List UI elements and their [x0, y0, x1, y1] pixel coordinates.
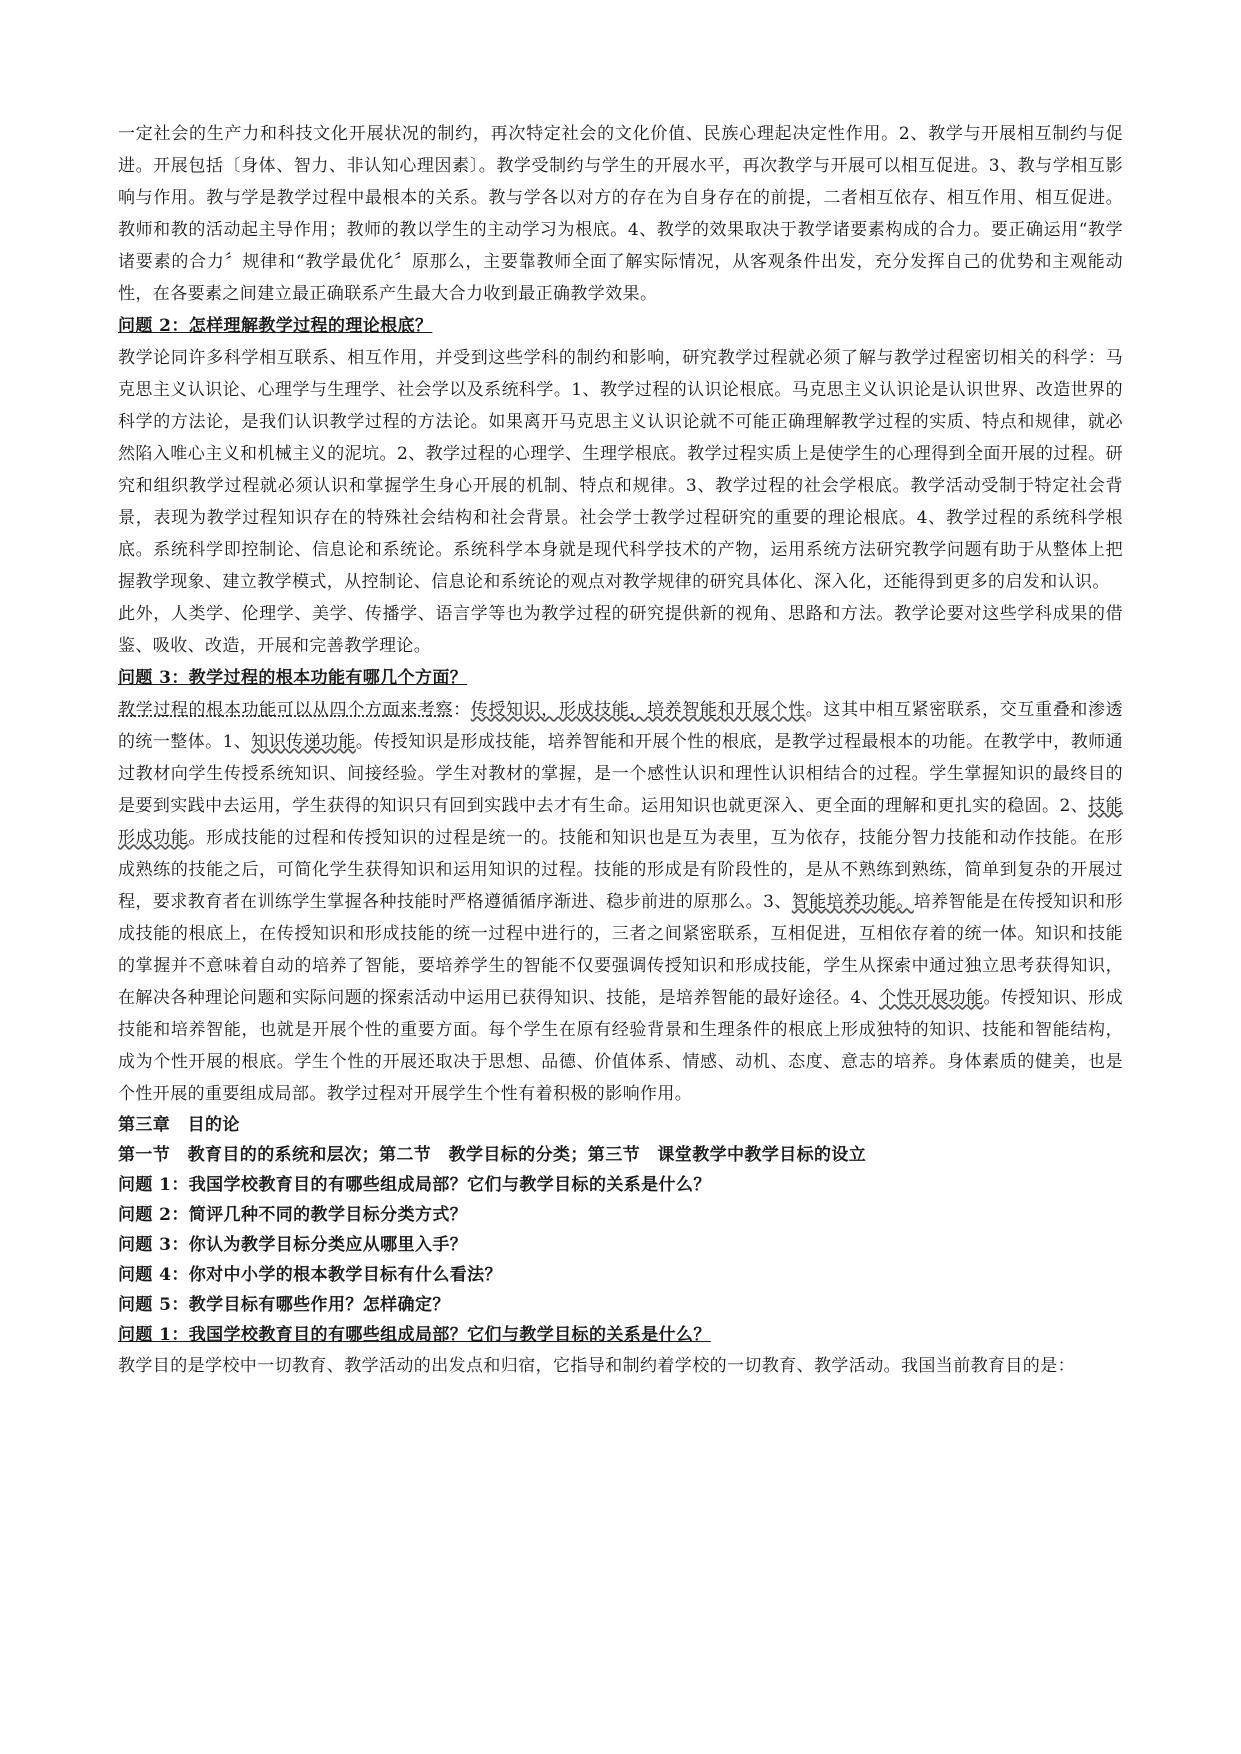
function-intelligence-cultivation: 智能培养功能。	[791, 892, 914, 912]
question-item: 问题 3：你认为教学目标分类应从哪里入手？	[118, 1235, 468, 1255]
section-list: 第一节 教育目的的系统和层次；第二节 教学目标的分类；第三节 课堂教学中教学目标的设立	[118, 1145, 867, 1165]
function-skill-formation: 技能形成功能	[118, 796, 1123, 848]
question-item: 问题 1：我国学校教育目的有哪些组成局部？它们与教学目标的关系是什么？	[118, 1175, 711, 1195]
function-personality-development: 个性开展功能	[878, 988, 984, 1008]
heading-question-1-answer: 问题 1：我国学校教育目的有哪些组成局部？它们与教学目标的关系是什么？	[118, 1325, 711, 1345]
paragraph-four-functions	[118, 694, 1123, 1110]
functions-colon: ：	[453, 700, 471, 720]
chapter-block	[118, 1110, 1123, 1350]
question-item: 问题 4：你对中小学的根本教学目标有什么看法？	[118, 1265, 502, 1285]
heading-question-3: 问题 3：教学过程的根本功能有哪几个方面？	[118, 668, 468, 688]
function-knowledge-transfer: 知识传递功能	[251, 732, 356, 752]
functions-intro: 教学过程的根本功能可以从四个方面来考察	[118, 700, 454, 720]
paragraph-teaching-process-laws: 一定社会的生产力和科技文化开展状况的制约，再次特定社会的文化价值、民族心理起决定性作用。2、教学与开展相互制约与促进。开展包括〔身体、智力、非认知心理因素〕。教学受制约与学生的开展水平，再次教学与开展可以相互促进。3、教与学相互影响与作用。教与学是教学过程中最根本的关系。教与学各以对方的存在为自身存在的前提，二者相互依存、相互作用、相互促进。教师和教的活动起主导作用；教师的教以学生的主动学习为根底。4、教学的效果取决于教学诸要素构成的合力。要正确运用“教学诸要素的合力〞规律和“教学最优化〞原那么，主要靠教师全面了解实际情况，从客观条件出发，充分发挥自己的优势和主观能动性，在各要素之间建立最正确联系产生最大合力收到最正确教学效果。	[118, 124, 1123, 304]
functions-list: 传授知识，形成技能，培养智能和开展个性	[470, 700, 806, 720]
functions-text-4: 培养智能是在传授知识和形成技能的根底上，在传授知识和形成技能的统一过程中进行的，三者之间紧密联系，互相促进，互相依存着的统一体。知识和技能的掌握并不意味着自动的培养了智能，要培养学生的智能不仅要强调传授知识和形成技能，学生从探索中通过独立思考获得知识，在解决各种理论问题和实际问题的探索活动中运用已获得知识、技能，是培养智能的最好途径。4、	[118, 892, 1123, 1008]
chapter-title: 第三章 目的论	[118, 1115, 240, 1135]
paragraph-other-disciplines: 此外，人类学、伦理学、美学、传播学、语言学等也为教学过程的研究提供新的视角、思路和方法。教学论要对这些学科成果的借鉴、吸收、改造，开展和完善教学理论。	[118, 604, 1123, 656]
document-page	[118, 118, 1123, 1382]
question-item: 问题 2：简评几种不同的教学目标分类方式？	[118, 1205, 468, 1225]
functions-text-5: 。传授知识、形成技能和培养智能，也就是开展个性的重要方面。每个学生在原有经验背景和生理条件的根底上形成独特的知识、技能和智能结构，成为个性开展的根底。学生个性的开展还取决于思想、品德、价值体系、情感、动机、态度、意志的培养。身体素质的健美，也是个性开展的重要组成局部。教学过程对开展学生个性有着积极的影响作用。	[118, 988, 1123, 1104]
paragraph-theory-foundation: 教学论同许多科学相互联系、相互作用，并受到这些学科的制约和影响，研究教学过程就必须了解与教学过程密切相关的科学：马克思主义认识论、心理学与生理学、社会学以及系统科学。1、教学过程的认识论根底。马克思主义认识论是认识世界、改造世界的科学的方法论，是我们认识教学过程的方法论。如果离开马克思主义认识论就不可能正确理解教学过程的实质、特点和规律，就必然陷入唯心主义和机械主义的泥坑。2、教学过程的心理学、生理学根底。教学过程实质上是使学生的心理得到全面开展的过程。研究和组织教学过程就必须认识和掌握学生身心开展的机制、特点和规律。3、教学过程的社会学根底。教学活动受制于特定社会背景，表现为教学过程知识存在的特殊社会结构和社会背景。社会学士教学过程研究的重要的理论根底。4、教学过程的系统科学根底。系统科学即控制论、信息论和系统论。系统科学本身就是现代科学技术的产物，运用系统方法研究教学问题有助于从整体上把握教学现象、建立教学模式，从控制论、信息论和系统论的观点对教学规律的研究具体化、深入化，还能得到更多的启发和认识。	[118, 348, 1123, 592]
functions-text-2: 。传授知识是形成技能，培养智能和开展个性的根底，是教学过程最根本的功能。在教学中，教师通过教材向学生传授系统知识、间接经验。学生对教材的掌握，是一个感性认识和理性认识相结合的过程。学生掌握知识的最终目的是要到实践中去运用，学生获得的知识只有回到实践中去才有生命。运用知识也就更深入、更全面的理解和更扎实的稳固。2、	[118, 732, 1123, 816]
paragraph-education-purpose: 教学目的是学校中一切教育、教学活动的出发点和归宿，它指导和制约着学校的一切教育、教学活动。我国当前教育目的是：	[118, 1356, 1075, 1376]
functions-text-1: 。这其中相互紧密联系，交互重叠和渗透的统一整体。1、	[118, 700, 1123, 752]
heading-question-2: 问题 2：怎样理解教学过程的理论根底？	[118, 316, 433, 336]
functions-text-3: 。形成技能的过程和传授知识的过程是统一的。技能和知识也是互为表里，互为依存，技能分智力技能和动作技能。在形成熟练的技能之后，可简化学生获得知识和运用知识的过程。技能的形成是有阶段性的，是从不熟练到熟练，简单到复杂的开展过程，要求教育者在训练学生掌握各种技能时严格遵循循序渐进、稳步前进的原那么。3、	[118, 828, 1123, 912]
question-item: 问题 5：教学目标有哪些作用？怎样确定？	[118, 1295, 450, 1315]
